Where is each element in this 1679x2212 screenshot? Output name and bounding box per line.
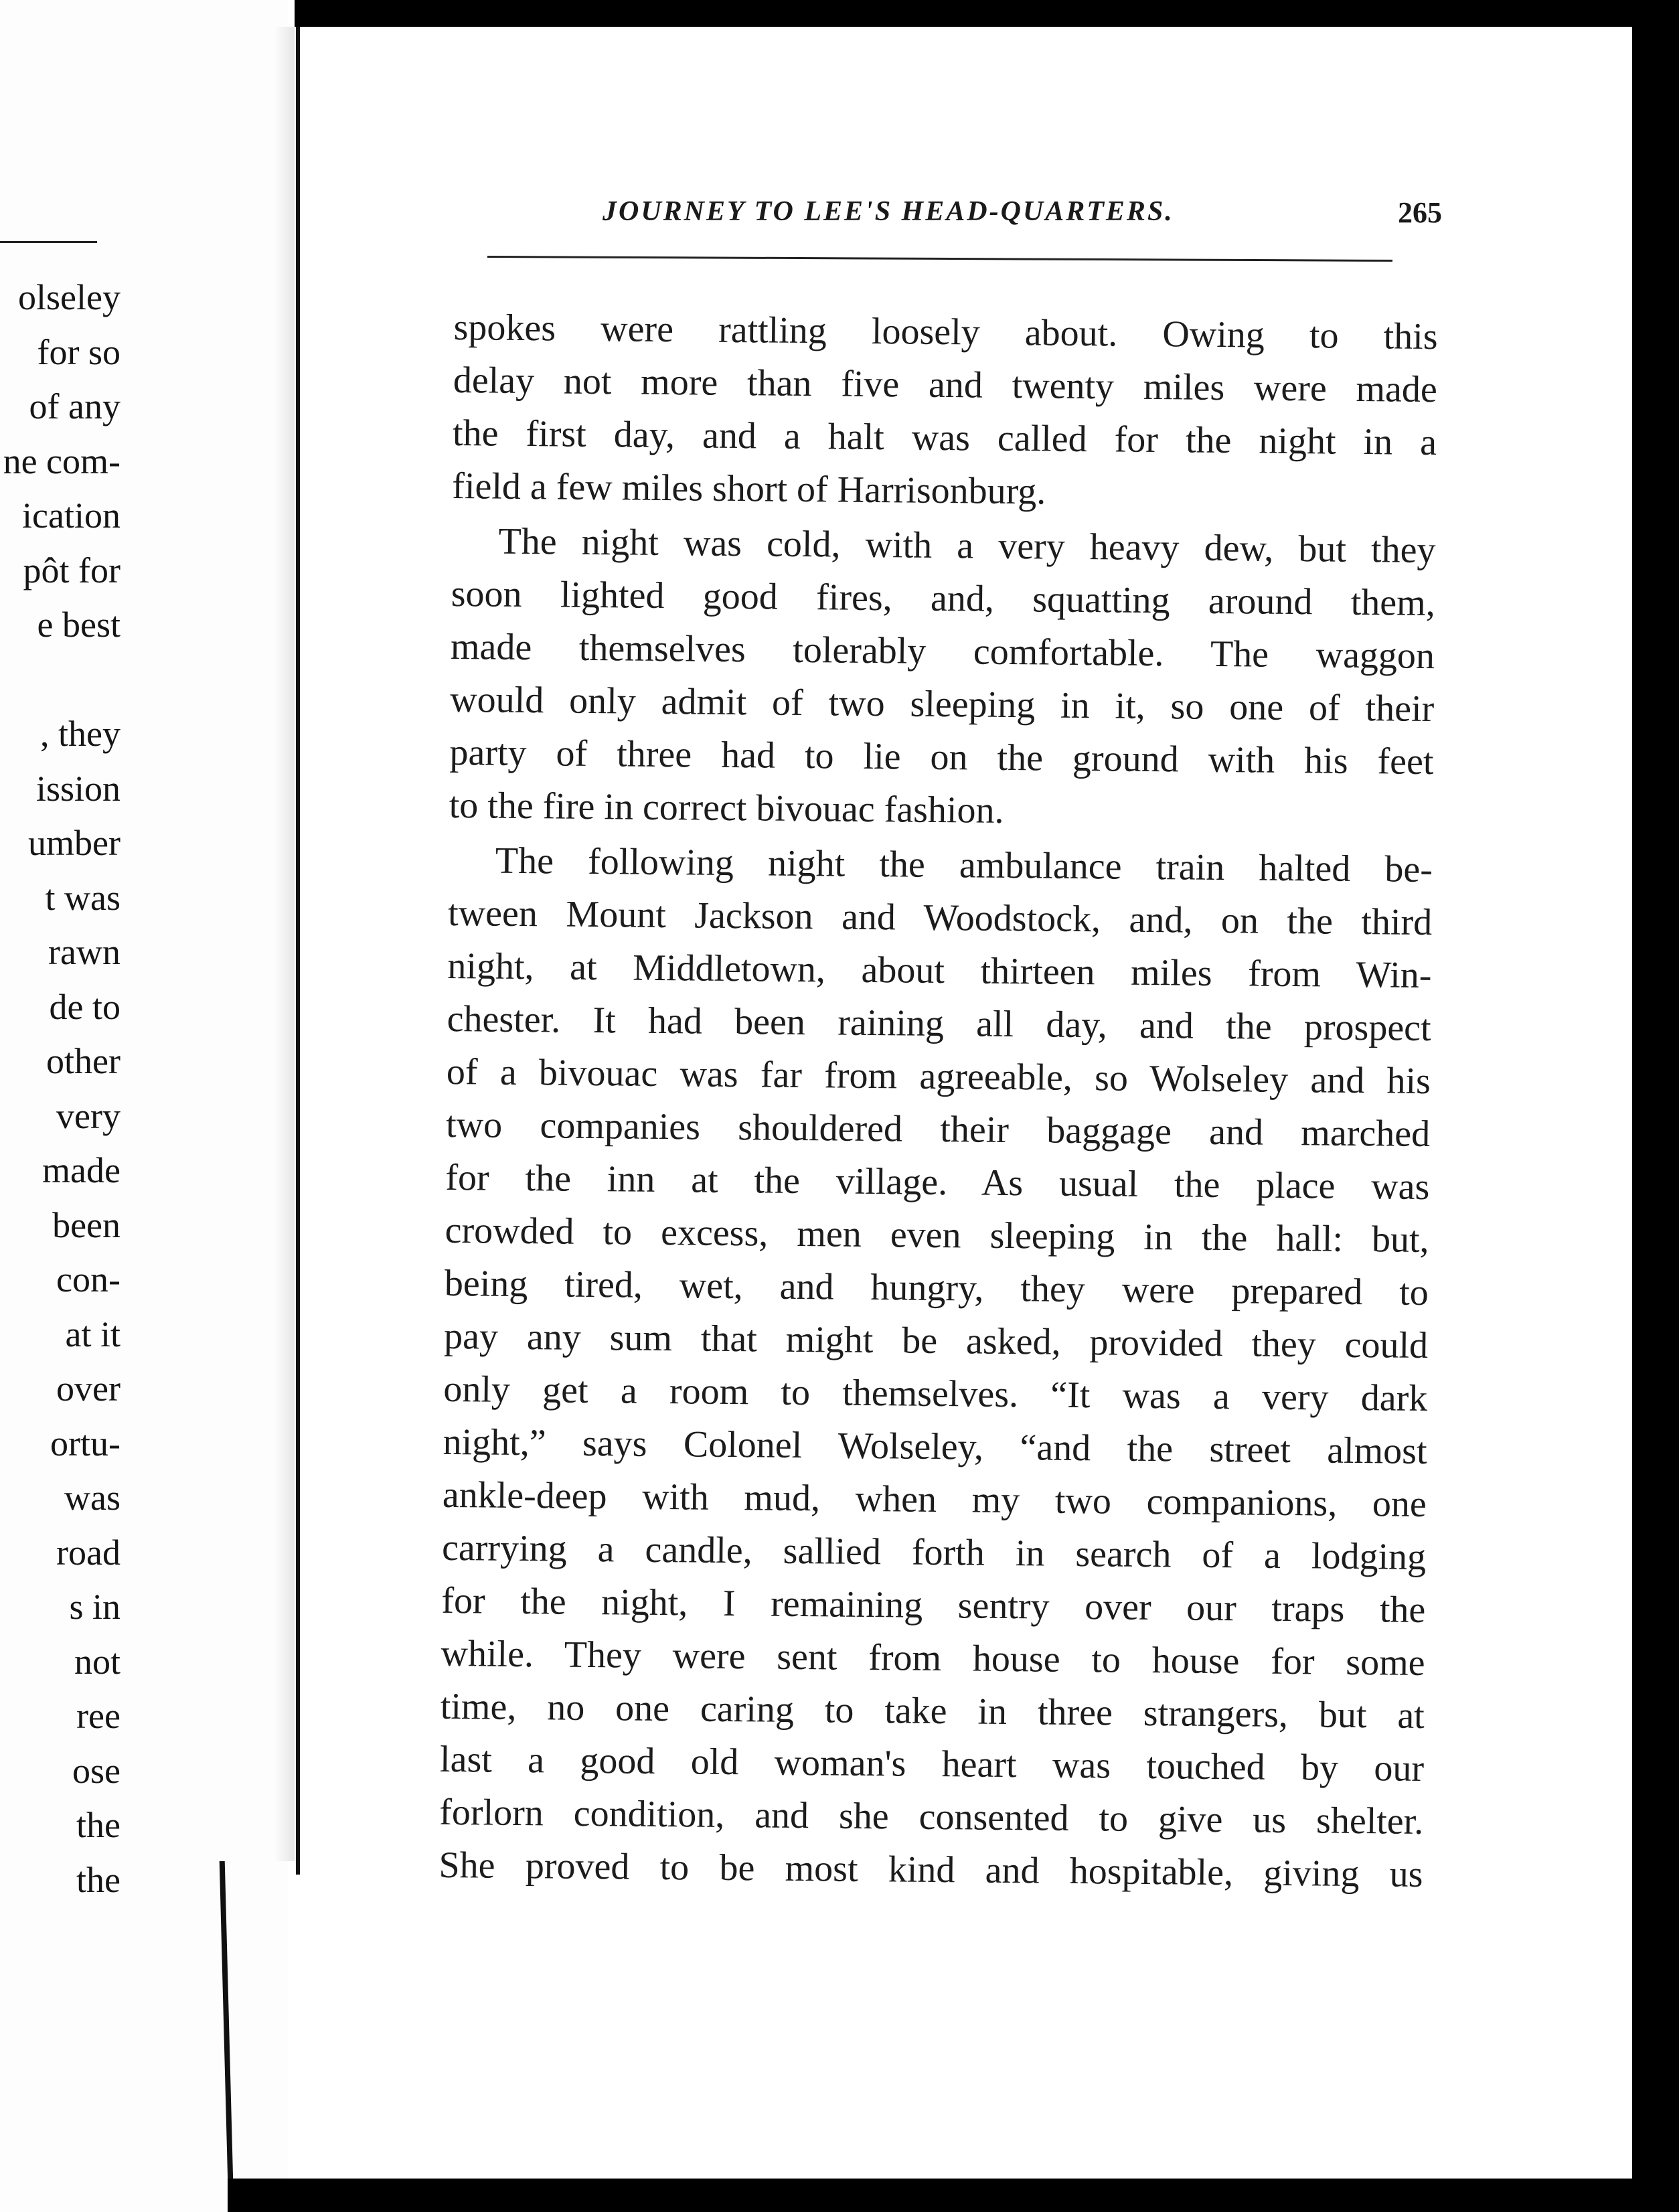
- facing-page-line: ose: [72, 1750, 121, 1791]
- facing-page-line: the: [76, 1805, 121, 1845]
- facing-page-line: ortu-: [50, 1423, 121, 1464]
- text-line: night, at Middletown, about thirteen miles from Win-: [447, 945, 1432, 997]
- text-line: The following night the ambulance train halted be-: [495, 840, 1433, 891]
- facing-page-line: was: [64, 1478, 121, 1518]
- facing-page-line: made: [42, 1150, 121, 1190]
- facing-page-line: t was: [45, 877, 121, 918]
- text-line: two companies shouldered their baggage and marched: [445, 1103, 1431, 1156]
- text-line: carrying a candle, sallied forth in search of a lodging: [441, 1526, 1427, 1579]
- facing-page-line: the: [76, 1859, 121, 1900]
- running-head-rule: [487, 256, 1392, 262]
- text-line: party of three had to lie on the ground with his feet: [449, 731, 1434, 783]
- text-line: field a few miles short of Harrisonburg.: [452, 465, 1046, 513]
- facing-page-text: [0, 270, 121, 1907]
- facing-page-line: been: [52, 1204, 121, 1245]
- page-number: 265: [1398, 196, 1442, 229]
- facing-page-line: for so: [37, 331, 121, 372]
- text-line: chester. It had been raining all day, and the prospect: [447, 998, 1431, 1050]
- text-line: tween Mount Jackson and Woodstock, and, on the third: [447, 892, 1433, 944]
- facing-page-line: [0, 653, 121, 708]
- text-line: She proved to be most kind and hospitable, giving us: [438, 1844, 1423, 1896]
- text-line: only get a room to themselves. “It was a very dark: [443, 1368, 1428, 1420]
- scan-border-bottom: [228, 2179, 1679, 2212]
- facing-page-line: ission: [35, 768, 121, 809]
- text-line: spokes were rattling loosely about. Owing to this: [453, 306, 1438, 358]
- facing-page-fragment: [0, 0, 288, 2212]
- text-line: while. They were sent from house to house for some: [441, 1632, 1425, 1684]
- facing-page-line: e best: [37, 605, 121, 645]
- running-title: JOURNEY TO LEE'S HEAD-QUARTERS.: [603, 196, 1174, 227]
- scan-border-top: [295, 0, 1679, 27]
- facing-page-line: umber: [28, 823, 121, 863]
- text-line: crowded to excess, men even sleeping in the hall: but,: [445, 1209, 1429, 1261]
- paragraph: [438, 834, 1433, 1901]
- paragraph: [452, 301, 1438, 522]
- text-line: forlorn condition, and she consented to give us shelter.: [439, 1791, 1424, 1843]
- running-head: [300, 195, 1632, 249]
- facing-page-line: olseley: [18, 277, 121, 317]
- facing-page-line: , they: [40, 714, 121, 754]
- facing-page-line: of any: [29, 386, 121, 426]
- facing-page-line: other: [46, 1041, 121, 1081]
- facing-page-line: pôt for: [23, 550, 121, 590]
- text-line: last a good old woman's heart was touched by our: [439, 1738, 1425, 1790]
- facing-page-line: road: [56, 1532, 121, 1573]
- gutter-shadow: [274, 27, 295, 1861]
- text-line: made themselves tolerably comfortable. The waggon: [450, 625, 1435, 678]
- text-line: ankle-deep with mud, when my two companions, one: [442, 1474, 1427, 1526]
- facing-page-line: ne com-: [3, 441, 121, 481]
- facing-page-line: at it: [65, 1314, 121, 1354]
- facing-page-line: ree: [76, 1696, 121, 1736]
- text-line: pay any sum that might be asked, provided they could: [443, 1315, 1429, 1367]
- text-line: delay not more than five and twenty miles were made: [453, 359, 1438, 411]
- text-line: night,” says Colonel Wolseley, “and the street almost: [443, 1421, 1427, 1473]
- text-line: time, no one caring to take in three strangers, but at: [440, 1685, 1425, 1737]
- facing-page-line: very: [56, 1095, 121, 1136]
- scan-border-right: [1632, 0, 1679, 2212]
- text-line: the first day, and a halt was called for the night in a: [452, 412, 1437, 464]
- text-line: for the night, I remaining sentry over our traps the: [441, 1579, 1426, 1632]
- text-line: The night was cold, with a very heavy dew, but they: [498, 520, 1436, 572]
- facing-page-line: over: [56, 1368, 121, 1409]
- facing-page-line: rawn: [48, 932, 121, 972]
- paragraph: [449, 515, 1435, 842]
- text-line: would only admit of two sleeping in it, so one of their: [449, 678, 1435, 730]
- facing-page-line: not: [74, 1641, 121, 1682]
- facing-page-line: s in: [69, 1587, 121, 1627]
- facing-page-line: de to: [49, 986, 121, 1027]
- text-line: for the inn at the village. As usual the place was: [445, 1156, 1430, 1208]
- facing-page-line: con-: [56, 1259, 121, 1299]
- text-line: to the fire in correct bivouac fashion.: [449, 784, 1004, 832]
- book-page: [300, 27, 1632, 2179]
- facing-page-head-rule: [0, 241, 97, 243]
- body-text: [438, 301, 1438, 1901]
- facing-page-line: ication: [22, 495, 121, 536]
- text-line: being tired, wet, and hungry, they were prepared to: [444, 1262, 1429, 1314]
- text-line: soon lighted good fires, and, squatting around them,: [451, 572, 1436, 625]
- text-line: of a bivouac was far from agreeable, so Wolseley and his: [446, 1050, 1431, 1103]
